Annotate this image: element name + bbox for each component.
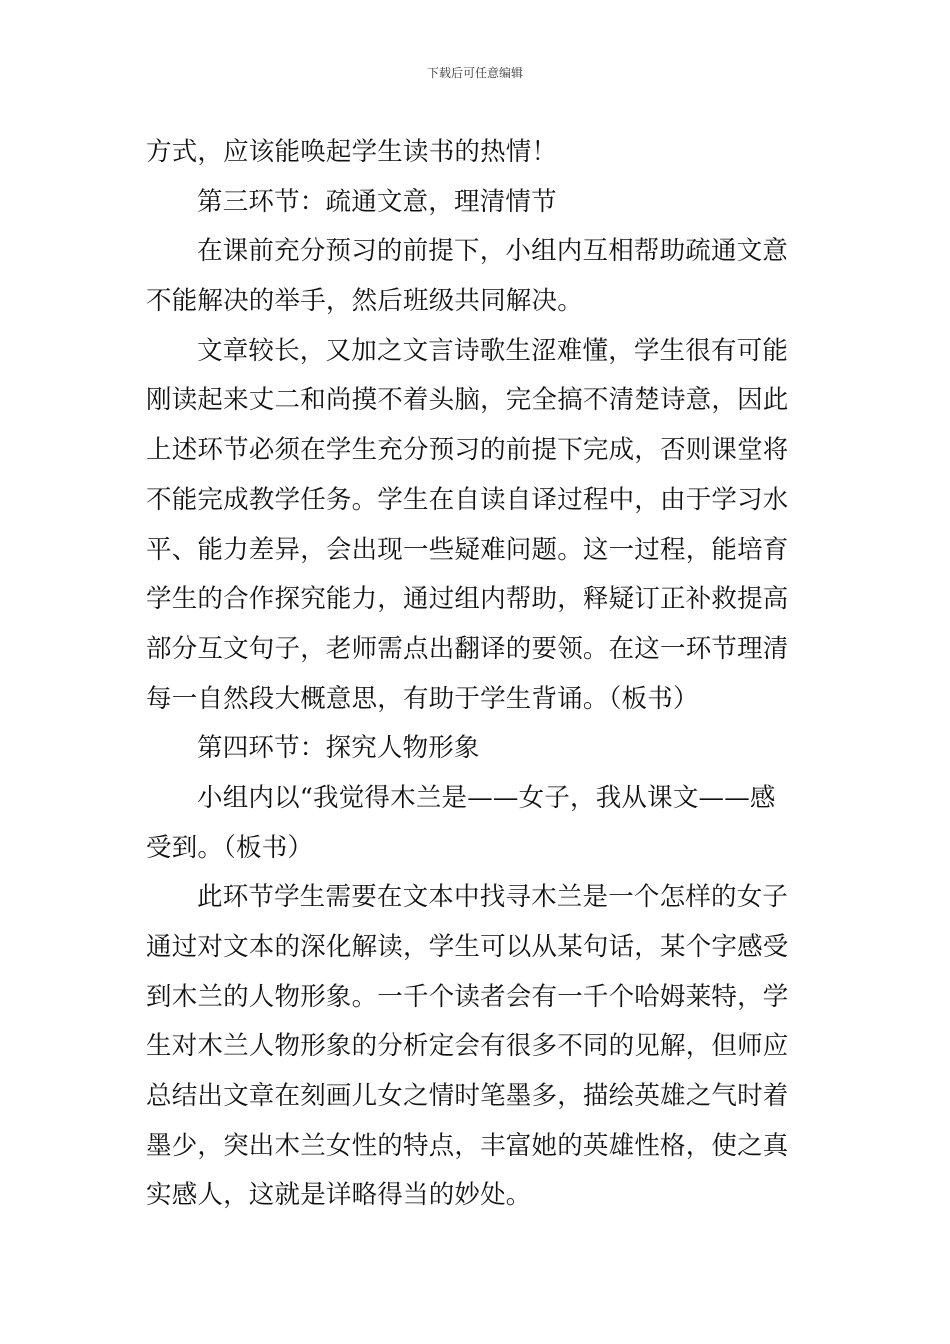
text-line: 部分互文句子，老师需点出翻译的要领。在这一环节理清 (146, 633, 789, 664)
text-line: 每一自然段大概意思，有助于学生背诵。（板书） (146, 683, 699, 714)
text-line: 到木兰的人物形象。一千个读者会有一千个哈姆莱特，学 (146, 981, 789, 1012)
text-line: 通过对文本的深化解读，学生可以从某句话，某个字感受 (146, 932, 789, 962)
text-line: 小组内以“我觉得木兰是——女子，我从课文——感 (197, 782, 776, 813)
text-line: 在课前充分预习的前提下，小组内互相帮助疏通文意 (197, 236, 789, 267)
text-line: 实感人，这就是详略得当的妙处。 (146, 1180, 532, 1211)
page-header: 下载后可任意编辑 (426, 66, 523, 80)
section-heading: 第四环节：探究人物形象 (197, 733, 480, 764)
text-line: 平、能力差异，会出现一些疑难问题。这一过程，能培育 (146, 534, 789, 565)
section-heading: 第三环节：疏通文意，理清情节 (197, 186, 557, 217)
text-line: 墨少，突出木兰女性的特点，丰富她的英雄性格，使之真 (146, 1130, 789, 1161)
document-body (146, 128, 816, 1221)
text-line: 学生的合作探究能力，通过组内帮助，释疑订正补救提高 (146, 584, 789, 615)
text-line: 生对木兰人物形象的分析定会有很多不同的见解，但师应 (146, 1031, 789, 1062)
text-line: 此环节学生需要在文本中找寻木兰是一个怎样的女子 (197, 882, 789, 913)
text-line: 不能完成教学任务。学生在自读自译过程中，由于学习水 (146, 484, 789, 515)
text-line: 方式，应该能唤起学生读书的热情！ (146, 137, 558, 167)
text-line: 上述环节必须在学生充分预习的前提下完成，否则课堂将 (146, 435, 789, 466)
text-line: 文章较长，又加之文言诗歌生涩难懂，学生很有可能 (197, 335, 789, 366)
text-line: 不能解决的举手，然后班级共同解决。 (146, 286, 583, 317)
text-line: 总结出文章在刻画儿女之情时笔墨多，描绘英雄之气时着 (146, 1081, 789, 1112)
text-line: 刚读起来丈二和尚摸不着头脑，完全搞不清楚诗意，因此 (146, 385, 789, 416)
text-line: 受到。（板书） (146, 832, 314, 863)
